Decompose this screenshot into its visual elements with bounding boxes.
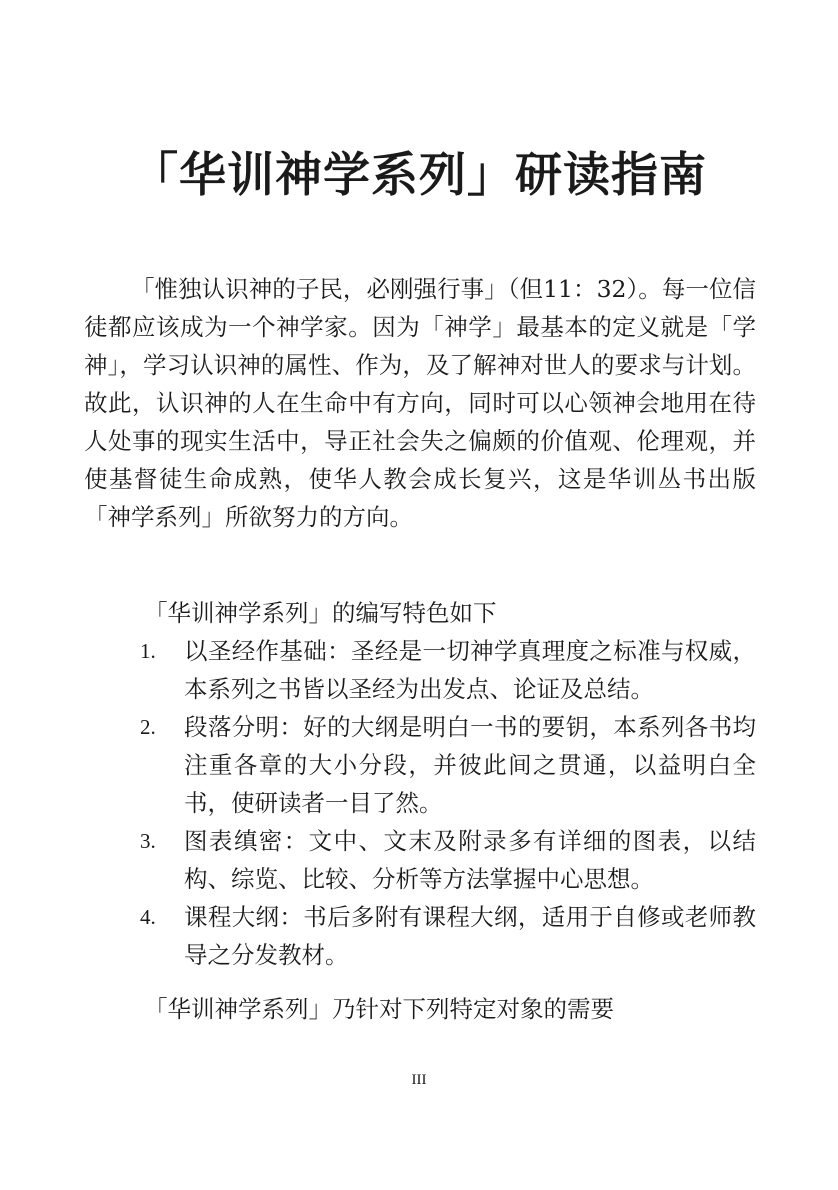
feature-item-1 (0, 632, 756, 708)
feature-number: 4. (140, 905, 156, 929)
feature-number: 1. (140, 639, 156, 663)
features-heading: 「华训神学系列」的编写特色如下 (144, 599, 497, 627)
intro-paragraph: 「惟独认识神的子民，必刚强行事」（但11：32）。每一位信徒都应该成为一个神学家。因为「神学」最基本的定义就是「学神」，学习认识神的属性、作为，及了解神对世人的要求与计划。故此，认识神的人在生命中有方向，同时可以心领神会地用在待人处事的现实生活中，导正社会失之偏颇的价值观、伦理观，并使基督徒生命成熟，使华人教会成长复兴，这是华训丛书出版「神学系列」所欲努力的方向。 (84, 275, 756, 531)
feature-item-2 (0, 708, 756, 822)
page-number: III (411, 1072, 427, 1088)
feature-item-3 (0, 822, 756, 898)
feature-number: 3. (140, 829, 156, 853)
feature-text: 图表缜密：文中、文末及附录多有详细的图表，以结构、综览、比较、分析等方法掌握中心思想。 (184, 827, 756, 893)
audience-heading: 「华训神学系列」乃针对下列特定对象的需要 (144, 995, 614, 1023)
features-list (0, 632, 838, 974)
page-title: 「华训神学系列」研读指南 (131, 148, 707, 204)
feature-number: 2. (140, 715, 156, 739)
feature-text: 课程大纲：书后多附有课程大纲，适用于自修或老师教导之分发教材。 (184, 903, 756, 969)
feature-text: 以圣经作基础：圣经是一切神学真理度之标准与权威，本系列之书皆以圣经为出发点、论证及总结。 (184, 637, 756, 703)
feature-text: 段落分明：好的大纲是明白一书的要钥，本系列各书均注重各章的大小分段，并彼此间之贯通，以益明白全书，使研读者一目了然。 (184, 713, 756, 817)
feature-item-4 (0, 898, 756, 974)
